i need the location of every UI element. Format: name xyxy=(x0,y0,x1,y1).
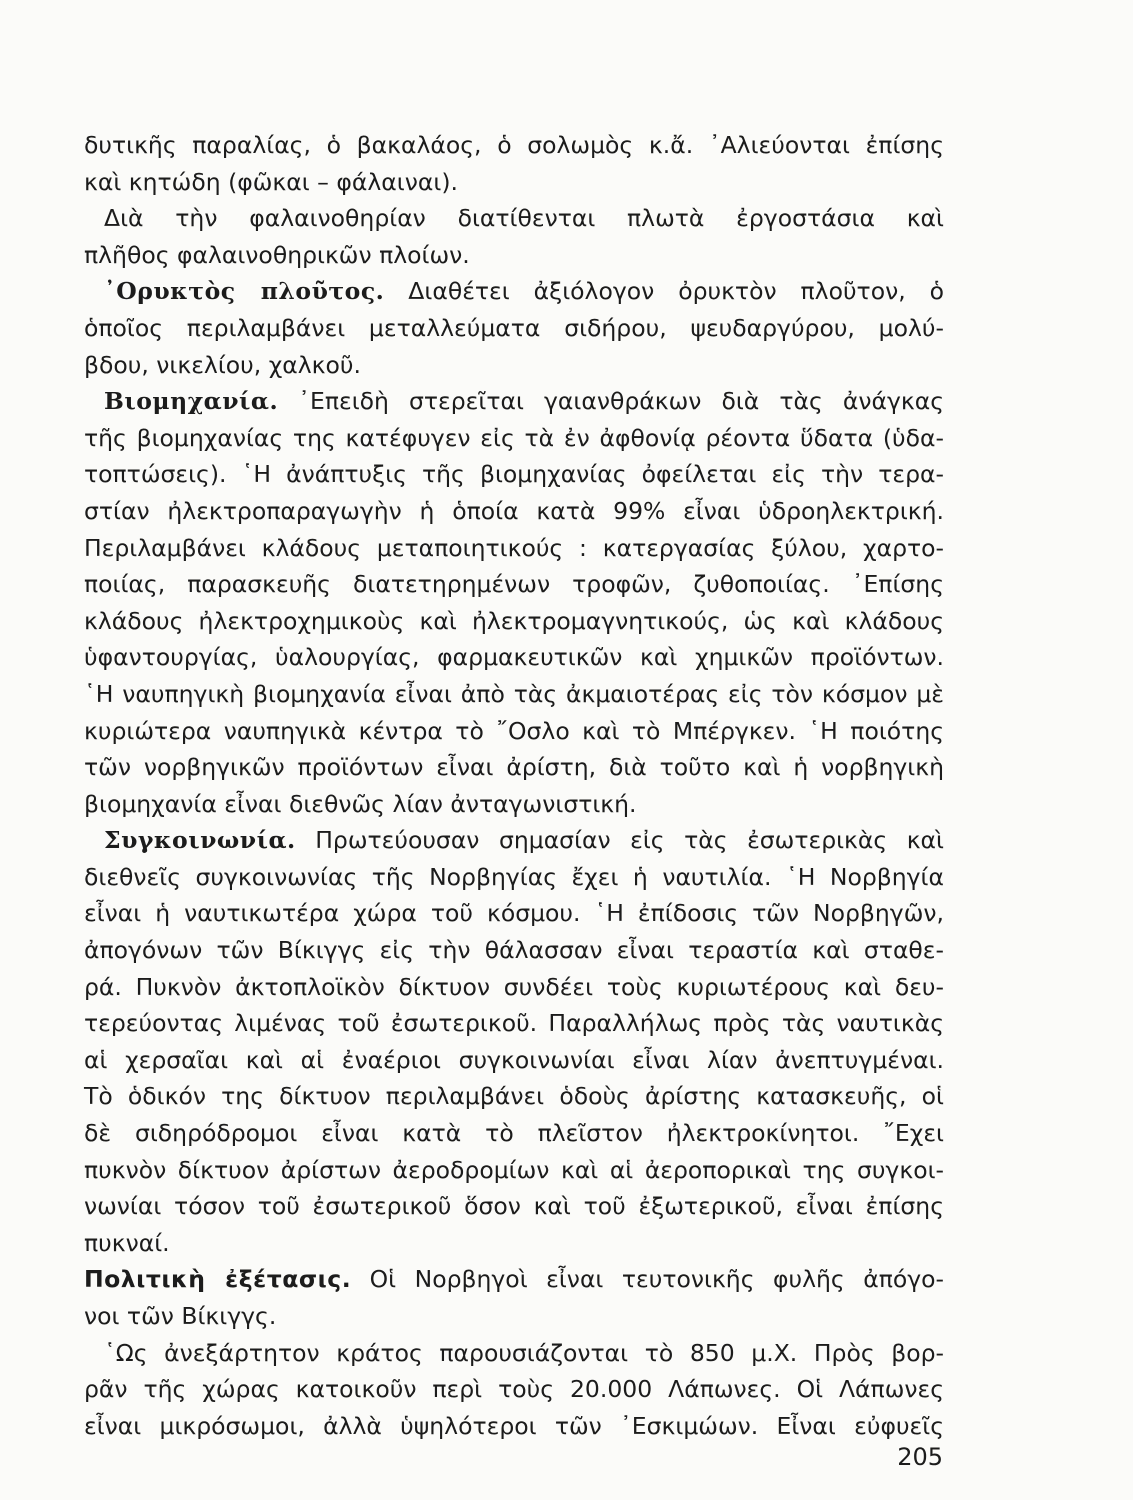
section-heading-mineral-wealth: ᾿Ορυκτὸς πλοῦτος. xyxy=(104,277,385,306)
text-line: ρά. Πυκνὸν ἀκτοπλοϊκὸν δίκτυον συνδέει τοὺς κυριωτέρους καὶ δευ- xyxy=(84,972,944,1001)
text-line: κλάδους ἠλεκτροχημικοὺς καὶ ἠλεκτρομαγνητικούς, ὡς καὶ κλάδους xyxy=(84,606,944,635)
section-heading-political-review: Πολιτικὴ ἐξέτασις. xyxy=(84,1265,352,1294)
text-line: ρᾶν τῆς χώρας κατοικοῦν περὶ τοὺς 20.000 Λάπωνες. Οἱ Λάπωνες xyxy=(84,1375,944,1404)
text-line: δὲ σιδηρόδρομοι εἶναι κατὰ τὸ πλεῖστον ἠλεκτροκίνητοι. ῎Εχει xyxy=(84,1119,944,1148)
text-line: Συγκοινωνία. Πρωτεύουσαν σημασίαν εἰς τὰς ἐσωτερικὰς καὶ xyxy=(104,826,944,855)
page-number: 205 xyxy=(897,1443,943,1471)
text-line: εἶναι μικρόσωμοι, ἀλλὰ ὑψηλότεροι τῶν ᾿Εσκιμώων. Εἶναι εὐφυεῖς xyxy=(84,1411,944,1440)
text-line: Περιλαμβάνει κλάδους μεταποιητικούς : κατεργασίας ξύλου, χαρτο- xyxy=(84,533,944,562)
text-line: τῶν νορβηγικῶν προϊόντων εἶναι ἀρίστη, διὰ τοῦτο καὶ ἡ νορβηγικὴ xyxy=(84,753,944,782)
text-line: νωνίαι τόσον τοῦ ἐσωτερικοῦ ὅσον καὶ τοῦ ἐξωτερικοῦ, εἶναι ἐπίσης xyxy=(84,1192,944,1221)
text-line: βδου, νικελίου, χαλκοῦ. xyxy=(84,350,361,379)
text-line: νοι τῶν Βίκιγγς. xyxy=(84,1302,277,1330)
text-line: πυκνὸν δίκτυον ἀρίστων ἀεροδρομίων καὶ αἱ ἀεροπορικαὶ της συγκοι- xyxy=(84,1155,944,1184)
text-line: βιομηχανία εἶναι διεθνῶς λίαν ἀνταγωνιστική. xyxy=(84,789,637,818)
text-line: Διὰ τὴν φαλαινοθηρίαν διατίθενται πλωτὰ ἐργοστάσια καὶ xyxy=(104,204,944,233)
text-line: ἀπογόνων τῶν Βίκιγγς εἰς τὴν θάλασσαν εἶναι τεραστία καὶ σταθε- xyxy=(84,936,944,965)
text-line: κυριώτερα ναυπηγικὰ κέντρα τὸ ῎Οσλο καὶ τὸ Μπέργκεν. ῾Η ποιότης xyxy=(84,716,944,745)
text-line: καὶ κητώδη (φῶκαι – φάλαιναι). xyxy=(84,167,458,196)
text-line: ὑφαντουργίας, ὑαλουργίας, φαρμακευτικῶν καὶ χημικῶν προϊόντων. xyxy=(84,643,944,672)
text-line: δυτικῆς παραλίας, ὁ βακαλάος, ὁ σολωμὸς κ.ἄ. ᾿Αλιεύονται ἐπίσης xyxy=(84,131,944,159)
text-line: Τὸ ὁδικόν της δίκτυον περιλαμβάνει ὁδοὺς ἀρίστης κατασκευῆς, οἱ xyxy=(84,1082,944,1111)
text-line: ὁποῖος περιλαμβάνει μεταλλεύματα σιδήρου, ψευδαργύρου, μολύ- xyxy=(84,313,944,342)
text-line: τερεύοντας λιμένας τοῦ ἐσωτερικοῦ. Παραλλήλως πρὸς τὰς ναυτικὰς xyxy=(84,1009,944,1038)
page-body-text xyxy=(84,127,944,1444)
text-line: αἱ χερσαῖαι καὶ αἱ ἐναέριοι συγκοινωνίαι εἶναι λίαν ἀνεπτυγμέναι. xyxy=(84,1045,944,1074)
text-line: πυκναί. xyxy=(84,1228,170,1257)
text-line: ποιίας, παρασκευῆς διατετηρημένων τροφῶν, ζυθοποιίας. ᾿Επίσης xyxy=(84,570,944,599)
text-line: ᾿Ορυκτὸς πλοῦτος. Διαθέτει ἀξιόλογον ὀρυκτὸν πλοῦτον, ὁ xyxy=(104,277,944,306)
text-line: ῾Ως ἀνεξάρτητον κράτος παρουσιάζονται τὸ 850 μ.Χ. Πρὸς βορ- xyxy=(104,1338,944,1367)
text-line: τῆς βιομηχανίας της κατέφυγεν εἰς τὰ ἐν ἀφθονίᾳ ρέοντα ὕδατα (ὑδα- xyxy=(84,423,944,452)
text-line: Βιομηχανία. ᾿Επειδὴ στερεῖται γαιανθράκων διὰ τὰς ἀνάγκας xyxy=(104,387,944,416)
text-line: πλῆθος φαλαινοθηρικῶν πλοίων. xyxy=(84,240,470,269)
text-line: στίαν ἠλεκτροπαραγωγὴν ἡ ὁποία κατὰ 99% εἶναι ὑδροηλεκτρική. xyxy=(84,496,944,525)
text-line: ῾Η ναυπηγικὴ βιομηχανία εἶναι ἀπὸ τὰς ἀκμαιοτέρας εἰς τὸν κόσμον μὲ xyxy=(84,679,944,708)
text-line: τοπτώσεις). ῾Η ἀνάπτυξις τῆς βιομηχανίας ὀφείλεται εἰς τὴν τερα- xyxy=(84,460,944,489)
section-heading-industry: Βιομηχανία. xyxy=(104,387,279,416)
text-line: Πολιτικὴ ἐξέτασις. Οἱ Νορβηγοὶ εἶναι τευτονικῆς φυλῆς ἀπόγο- xyxy=(84,1265,944,1294)
section-heading-communications: Συγκοινωνία. xyxy=(104,826,296,855)
text-line: εἶναι ἡ ναυτικωτέρα χώρα τοῦ κόσμου. ῾Η ἐπίδοσις τῶν Νορβηγῶν, xyxy=(84,899,944,928)
text-line: διεθνεῖς συγκοινωνίας τῆς Νορβηγίας ἔχει ἡ ναυτιλία. ῾Η Νορβηγία xyxy=(84,862,944,891)
